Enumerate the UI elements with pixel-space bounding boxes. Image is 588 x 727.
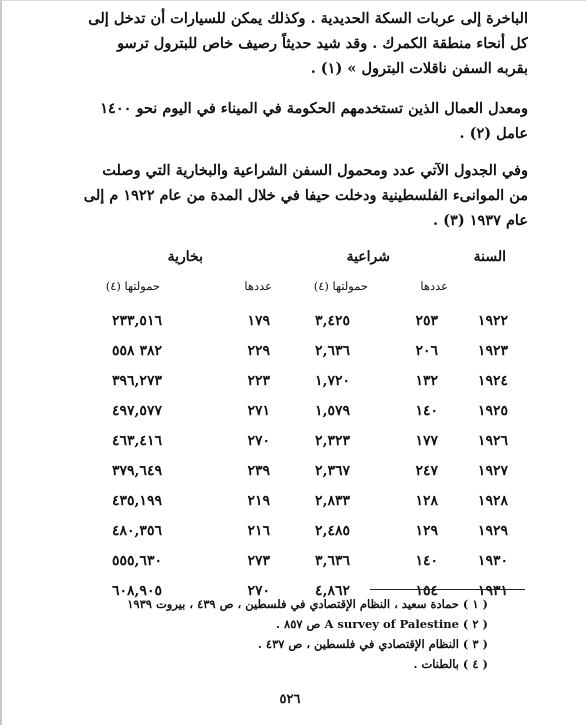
year-cell: ١٩٢٩ <box>477 523 508 539</box>
year-cell: ١٩٣٠ <box>477 553 508 569</box>
steam-tonnage-cell: ٦٠٨,٩٠٥ <box>112 583 162 599</box>
paragraph-2 <box>68 96 528 146</box>
sail-tonnage-cell: ٣,٤٢٥ <box>315 313 350 329</box>
steam-count-cell: ٢١٦ <box>247 523 270 539</box>
footnote-divider <box>370 589 525 590</box>
year-cell: ١٩٢٧ <box>477 463 508 479</box>
steam-tonnage-cell: ٤٨٠,٣٥٦ <box>112 523 162 539</box>
footnote-2: ( ٢ ) A survey of Palestine ص ٨٥٧ . <box>276 617 488 631</box>
paragraph-line: وفي الجدول الآتي عدد ومحمول السفن الشراعية والبخارية التي وصلت <box>102 162 528 179</box>
sail-count-cell: ١٢٩ <box>415 523 438 539</box>
header-year: السنة <box>473 249 506 265</box>
sail-tonnage-cell: ٢,٦٣٦ <box>315 343 350 359</box>
paragraph-line: من الموانىء الفلسطينية ودخلت حيفا في خلال المدة من عام ١٩٢٢ م إلى <box>83 187 528 204</box>
sail-count-cell: ١٤٠ <box>415 403 438 419</box>
sail-count-cell: ٢٤٧ <box>415 463 438 479</box>
paragraph-3 <box>68 158 528 233</box>
footnote-1: ( ١ ) حمادة سعيد ، النظام الإقتصادي في فلسطين ، ص ٤٣٩ ، بيروت ١٩٣٩ <box>127 597 488 611</box>
steam-count-cell: ١٧٩ <box>247 313 270 329</box>
footnote-4: ( ٤ ) بالطنات . <box>413 657 488 671</box>
table-row <box>0 493 588 523</box>
steam-tonnage-cell: ٥٥٥,٦٣٠ <box>112 553 162 569</box>
subheader-steam-count: عددها <box>244 279 272 293</box>
steam-tonnage-cell: ٤٦٣,٤١٦ <box>112 433 162 449</box>
steam-count-cell: ٢٢٩ <box>247 343 270 359</box>
table-row <box>0 553 588 583</box>
year-cell: ١٩٢٥ <box>477 403 508 419</box>
table-row <box>0 313 588 343</box>
paragraph-line: كل أنحاء منطقة الكمرك . وقد شيد حديثاً رصيف خاص للبترول ترسو <box>117 35 528 52</box>
paragraph-line: عامل (٢) . <box>459 125 528 142</box>
table-row <box>0 403 588 433</box>
sail-tonnage-cell: ٢,٣٦٧ <box>315 463 350 479</box>
year-cell: ١٩٢٨ <box>477 493 508 509</box>
sail-count-cell: ٢٥٣ <box>415 313 438 329</box>
steam-tonnage-cell: ٤٩٧,٥٧٧ <box>112 403 162 419</box>
year-cell: ١٩٢٤ <box>477 373 508 389</box>
table-row <box>0 373 588 403</box>
header-sailing: شراعية <box>346 249 390 265</box>
year-cell: ١٩٢٢ <box>477 313 508 329</box>
subheader-sail-tonnage: حمولتها (٤) <box>313 279 368 293</box>
steam-count-cell: ٢١٩ <box>247 493 270 509</box>
steam-tonnage-cell: ٣٨٢ ٥٥٨ <box>112 343 162 359</box>
steam-count-cell: ٢٧٠ <box>247 583 270 599</box>
sail-tonnage-cell: ٢,٣٢٣ <box>315 433 350 449</box>
sail-count-cell: ١٣٢ <box>415 373 438 389</box>
table-row <box>0 463 588 493</box>
sail-tonnage-cell: ٢,٨٣٣ <box>315 493 350 509</box>
sail-tonnage-cell: ٤,٨٦٢ <box>315 583 350 599</box>
paragraph-line: الباخرة إلى عربات السكة الحديدية . وكذلك يمكن للسيارات أن تدخل إلى <box>88 10 528 27</box>
header-steam: بخارية <box>167 249 203 265</box>
sail-count-cell: ١٥٤ <box>415 583 438 599</box>
sail-tonnage-cell: ١,٧٢٠ <box>315 373 350 389</box>
year-cell: ١٩٢٣ <box>477 343 508 359</box>
year-cell: ١٩٣١ <box>477 583 508 599</box>
paragraph-line: عام ١٩٣٧ (٣) . <box>433 212 528 229</box>
year-cell: ١٩٢٦ <box>477 433 508 449</box>
subheader-steam-tonnage: حمولتها (٤) <box>105 279 160 293</box>
table-row <box>0 523 588 553</box>
sail-tonnage-cell: ٣,٦٣٦ <box>315 553 350 569</box>
sail-count-cell: ١٢٨ <box>415 493 438 509</box>
sail-count-cell: ٢٠٦ <box>415 343 438 359</box>
subheader-sail-count: عددها <box>420 279 448 293</box>
sail-tonnage-cell: ٢,٤٨٥ <box>315 523 350 539</box>
steam-tonnage-cell: ٣٧٩,٦٤٩ <box>112 463 162 479</box>
table-row <box>0 343 588 373</box>
table-row <box>0 433 588 463</box>
paragraph-line: بقربه السفن ناقلات البترول » (١) . <box>310 60 528 77</box>
steam-tonnage-cell: ٤٣٥,١٩٩ <box>112 493 162 509</box>
steam-count-cell: ٢٢٣ <box>247 373 270 389</box>
steam-tonnage-cell: ٢٣٣,٥١٦ <box>112 313 162 329</box>
paragraph-line: ومعدل العمال الذين تستخدمهم الحكومة في الميناء في اليوم نحو ١٤٠٠ <box>100 100 528 117</box>
steam-count-cell: ٢٧١ <box>247 403 270 419</box>
sail-tonnage-cell: ١,٥٧٩ <box>315 403 350 419</box>
steam-count-cell: ٢٧٠ <box>247 433 270 449</box>
sail-count-cell: ١٤٠ <box>415 553 438 569</box>
steam-count-cell: ٢٣٩ <box>247 463 270 479</box>
steam-tonnage-cell: ٣٩٦,٢٧٣ <box>112 373 162 389</box>
steam-count-cell: ٢٧٣ <box>247 553 270 569</box>
page-number: ٥٢٦ <box>279 692 301 707</box>
paragraph-1 <box>68 6 528 81</box>
sail-count-cell: ١٧٧ <box>415 433 438 449</box>
footnote-3: ( ٣ ) النظام الإقتصادي في فلسطين ، ص ٤٣٧ . <box>257 637 488 651</box>
